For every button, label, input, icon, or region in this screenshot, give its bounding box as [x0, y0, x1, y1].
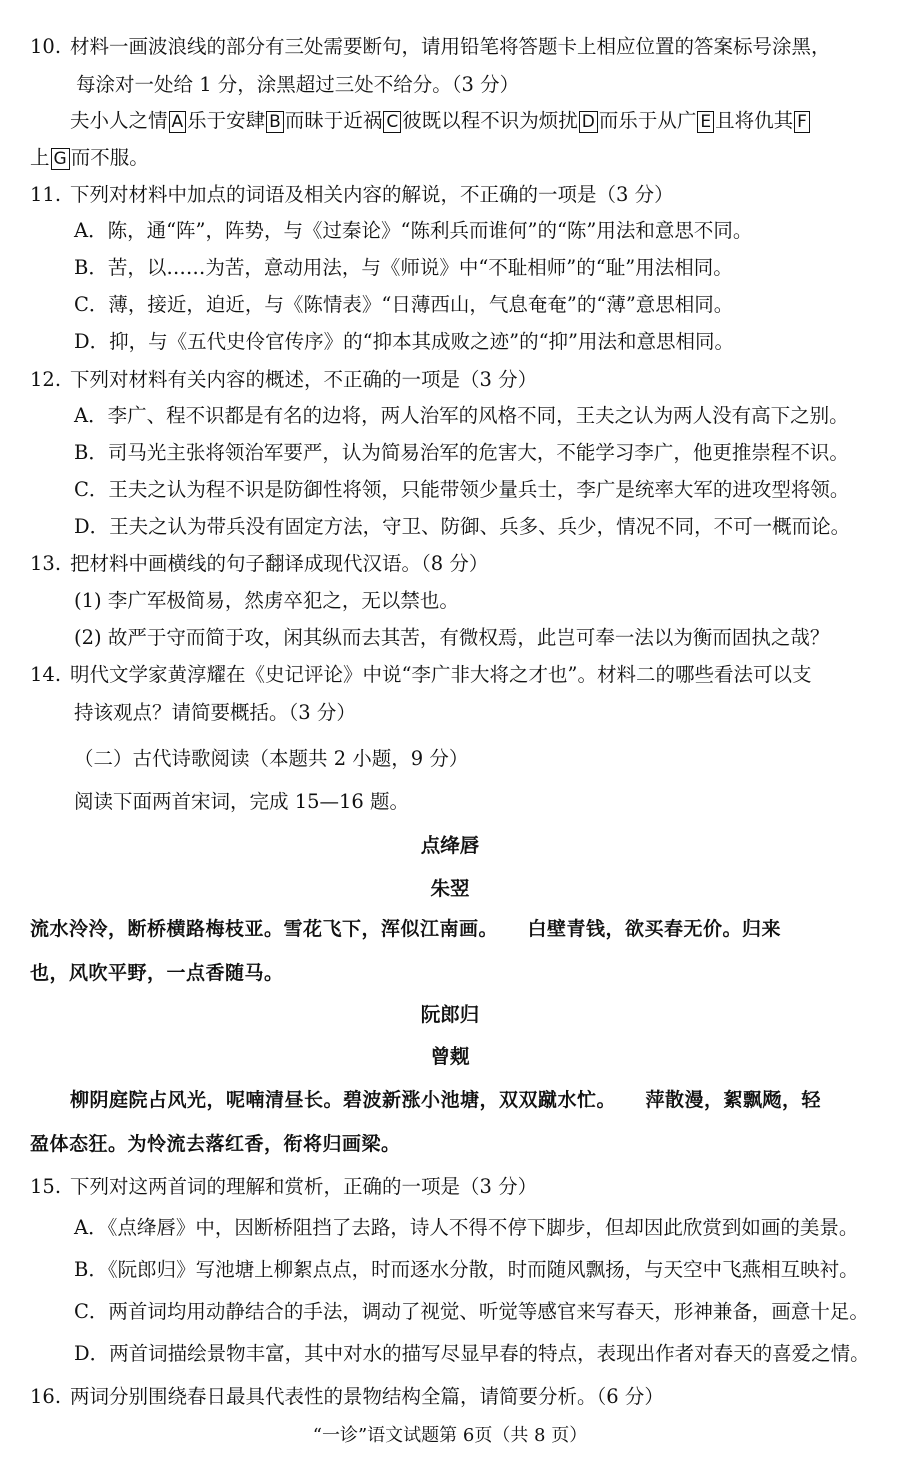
q13-item-2: (2) 故严于守而简于攻，闲其纵而去其苦，有微权焉，此岂可奉一法以为衡而固执之哉？: [74, 626, 830, 649]
segment: 彼既以程不识为烦扰: [402, 109, 578, 132]
segment: 夫小人之情: [70, 109, 168, 132]
q10-line1: [30, 34, 831, 60]
q13-stem: 把材料中画横线的句子翻译成现代汉语。（8 分）: [70, 552, 489, 575]
q12-option-d: D．王夫之认为带兵没有固定方法，守卫、防御、兵多、兵少，情况不同，不可一概而论。: [74, 515, 851, 538]
question-number: 13.: [30, 552, 62, 575]
q10-line2: 每涂对一处给 1 分，涂黑超过三处不给分。（3 分）: [76, 73, 520, 96]
answer-mark-c[interactable]: C: [383, 111, 401, 133]
q11-option-b: B．苦，以……为苦，意动用法，与《师说》中“不耻相师”的“耻”用法相同。: [74, 256, 733, 279]
q15-option-c: C．两首词均用动静结合的手法，调动了视觉、听觉等感官来写春天，形神兼备，画意十足。: [74, 1300, 869, 1323]
q12-option-c: C．王夫之认为程不识是防御性将领，只能带领少量兵士，李广是统率大军的进攻型将领。: [74, 478, 850, 501]
poem1-line1: 流水泠泠，断桥横路梅枝亚。雪花飞下，浑似江南画。 白壁青钱，欲买春无价。归来: [30, 918, 782, 940]
q15-option-b: B．《阮郎归》写池塘上柳絮点点，时而逐水分散，时而随风飘扬，与天空中飞燕相互映衬。: [74, 1258, 859, 1281]
poem1-title: 点绛唇: [420, 834, 480, 857]
question-number: 14.: [30, 663, 62, 686]
q13-item-1: (1) 李广军极简易，然虏卒犯之，无以禁也。: [74, 589, 459, 612]
q15-stem: 下列对这两首词的理解和赏析，正确的一项是（3 分）: [70, 1175, 538, 1198]
segment: 且将仇其: [715, 109, 794, 132]
poem2-author: 曾觌: [430, 1045, 470, 1068]
q13-stem-line: [30, 551, 488, 577]
poem2-line1: 柳阴庭院占风光，呢喃清昼长。碧波新涨小池塘，双双蹴水忙。 萍散漫，絮飘飏，轻: [70, 1089, 822, 1111]
question-number: 10.: [30, 35, 62, 58]
q10-sentence-line1: [70, 108, 811, 134]
q12-stem: 下列对材料有关内容的概述，不正确的一项是（3 分）: [70, 368, 538, 391]
segment: 而乐于从广: [598, 109, 697, 132]
poem2-title: 阮郎归: [420, 1003, 480, 1026]
q11-option-c: C．薄，接近，迫近，与《陈情表》“日薄西山，气息奄奄”的“薄”意思相同。: [74, 293, 734, 316]
segment: 而昧于近祸: [284, 109, 383, 132]
page-footer: “一诊”语文试题第 6页（共 8 页）: [312, 1425, 588, 1446]
question-number: 15.: [30, 1175, 62, 1198]
answer-mark-e[interactable]: E: [697, 111, 714, 133]
question-number: 11.: [30, 183, 62, 206]
poem2-line2: 盈体态狂。为怜流去落红香，衔将归画梁。: [30, 1133, 401, 1155]
segment: 乐于安肆: [187, 109, 266, 132]
answer-mark-b[interactable]: B: [266, 111, 284, 133]
section-instruction: 阅读下面两首宋词，完成 15—16 题。: [74, 790, 410, 813]
q15-stem-line: [30, 1174, 537, 1200]
q11-option-a: A．陈，通“阵”，阵势，与《过秦论》“陈利兵而谁何”的“陈”用法和意思不同。: [74, 219, 753, 242]
question-number: 12.: [30, 368, 62, 391]
q14-stem: 明代文学家黄淳耀在《史记评论》中说“李广非大将之才也”。材料二的哪些看法可以支: [70, 663, 812, 686]
section-heading: （二）古代诗歌阅读（本题共 2 小题，9 分）: [74, 747, 469, 770]
q15-option-d: D．两首词描绘景物丰富，其中对水的描写尽显早春的特点，表现出作者对春天的喜爱之情。: [74, 1342, 870, 1365]
q15-option-a: A．《点绛唇》中，因断桥阻挡了去路，诗人不得不停下脚步，但却因此欣赏到如画的美景。: [74, 1216, 859, 1239]
poem1-author: 朱翌: [430, 877, 470, 900]
answer-mark-d[interactable]: D: [579, 111, 598, 133]
q12-option-a: A．李广、程不识都是有名的边将，两人治军的风格不同，王夫之认为两人没有高下之别。: [74, 404, 849, 427]
segment: 上: [30, 146, 50, 169]
answer-mark-a[interactable]: A: [169, 111, 187, 133]
q12-stem-line: [30, 367, 537, 393]
q16-stem-line: [30, 1384, 664, 1410]
q10-stem: 材料一画波浪线的部分有三处需要断句，请用铅笔将答题卡上相应位置的答案标号涂黑，: [70, 35, 831, 58]
q12-option-b: B．司马光主张将领治军要严，认为简易治军的危害大，不能学习李广，他更推崇程不识。: [74, 441, 849, 464]
q11-stem: 下列对材料中加点的词语及相关内容的解说，不正确的一项是（3 分）: [70, 183, 674, 206]
q14-line2: 持该观点？请简要概括。（3 分）: [74, 701, 356, 724]
q10-sentence-line2: [30, 145, 149, 171]
q11-option-d: D．抑，与《五代史伶官传序》的“抑本其成败之迹”的“抑”用法和意思相同。: [74, 330, 735, 353]
q14-line1: [30, 662, 811, 688]
answer-mark-f[interactable]: F: [794, 111, 810, 133]
segment: 而不服。: [70, 146, 149, 169]
answer-mark-g[interactable]: G: [51, 148, 70, 170]
q11-stem-line: [30, 182, 674, 208]
q16-stem: 两词分别围绕春日最具代表性的景物结构全篇，请简要分析。（6 分）: [70, 1385, 664, 1408]
poem1-line2: 也，风吹平野，一点香随马。: [30, 962, 284, 984]
question-number: 16.: [30, 1385, 62, 1408]
